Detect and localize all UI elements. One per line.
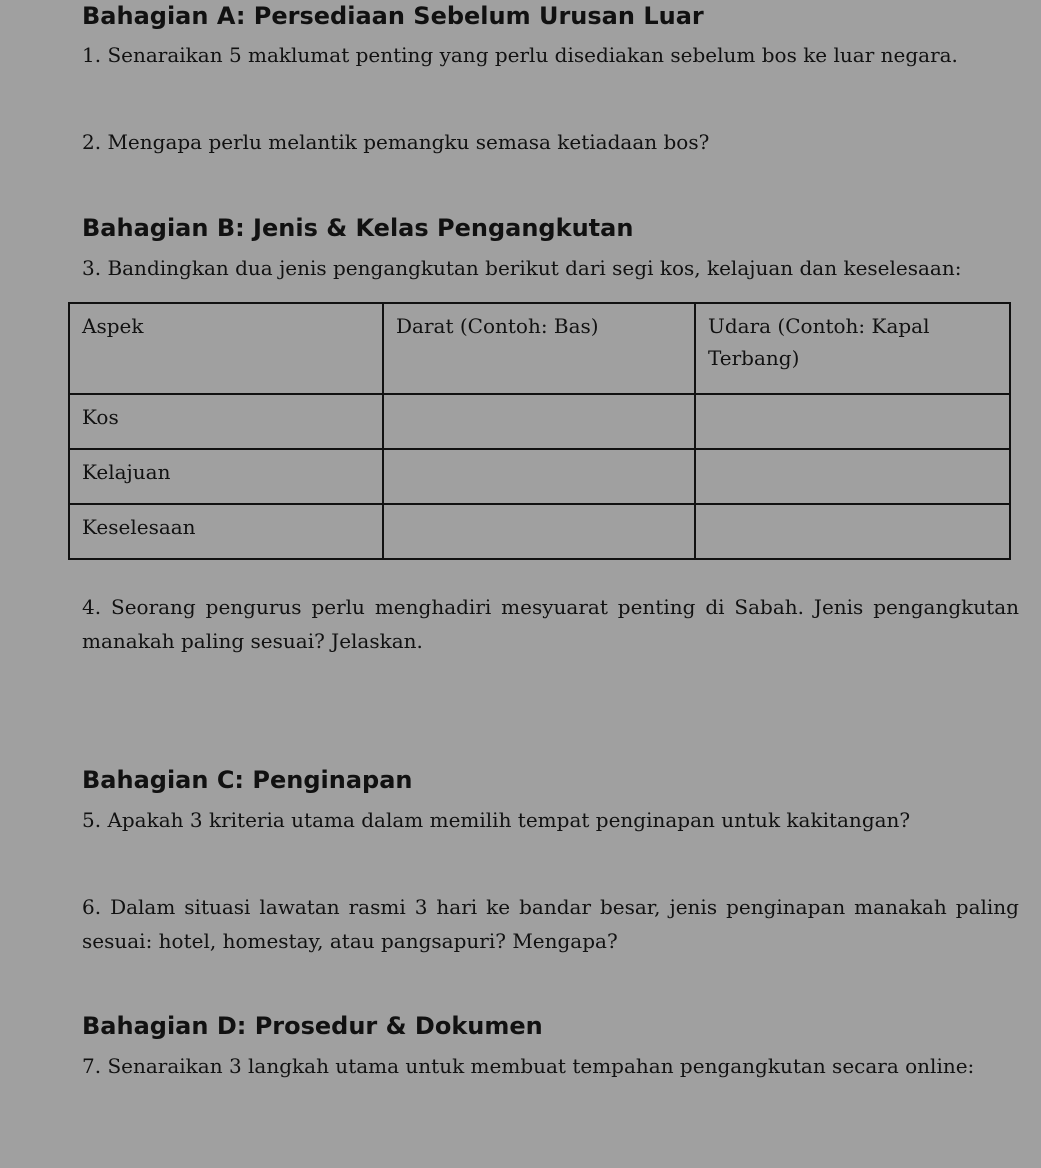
comparison-table xyxy=(68,302,1011,560)
table-header-aspek: Aspek xyxy=(69,303,383,394)
section-d-heading: Bahagian D: Prosedur & Dokumen xyxy=(82,1012,543,1040)
table-header-udara: Udara (Contoh: Kapal Terbang) xyxy=(695,303,1010,394)
table-cell-answer[interactable] xyxy=(383,449,695,504)
question-4: 4. Seorang pengurus perlu menghadiri mesyuarat penting di Sabah. Jenis pengangkutan manakah paling sesuai? Jelaskan. xyxy=(82,595,1019,653)
table-cell-answer[interactable] xyxy=(383,504,695,559)
table-header-row xyxy=(69,303,1010,394)
table-cell-aspect: Kos xyxy=(69,394,383,449)
section-b-heading: Bahagian B: Jenis & Kelas Pengangkutan xyxy=(82,214,634,242)
table-cell-answer[interactable] xyxy=(695,504,1010,559)
table-cell-answer[interactable] xyxy=(695,449,1010,504)
question-5: 5. Apakah 3 kriteria utama dalam memilih tempat penginapan untuk kakitangan? xyxy=(82,808,911,832)
question-7: 7. Senaraikan 3 langkah utama untuk membuat tempahan pengangkutan secara online: xyxy=(82,1054,975,1078)
table-row xyxy=(69,394,1010,449)
question-3: 3. Bandingkan dua jenis pengangkutan berikut dari segi kos, kelajuan dan keselesaan: xyxy=(82,256,962,280)
section-c-heading: Bahagian C: Penginapan xyxy=(82,766,413,794)
table-cell-answer[interactable] xyxy=(383,394,695,449)
table-cell-aspect: Keselesaan xyxy=(69,504,383,559)
table-cell-answer[interactable] xyxy=(695,394,1010,449)
section-a-heading: Bahagian A: Persediaan Sebelum Urusan Luar xyxy=(82,2,704,30)
question-2: 2. Mengapa perlu melantik pemangku semasa ketiadaan bos? xyxy=(82,130,710,154)
table-row xyxy=(69,449,1010,504)
question-6: 6. Dalam situasi lawatan rasmi 3 hari ke bandar besar, jenis penginapan manakah paling sesuai: hotel, homestay, atau pangsapuri? Mengapa? xyxy=(82,895,1019,953)
table-cell-aspect: Kelajuan xyxy=(69,449,383,504)
table-header-darat: Darat (Contoh: Bas) xyxy=(383,303,695,394)
table-row xyxy=(69,504,1010,559)
question-1: 1. Senaraikan 5 maklumat penting yang perlu disediakan sebelum bos ke luar negara. xyxy=(82,43,958,67)
